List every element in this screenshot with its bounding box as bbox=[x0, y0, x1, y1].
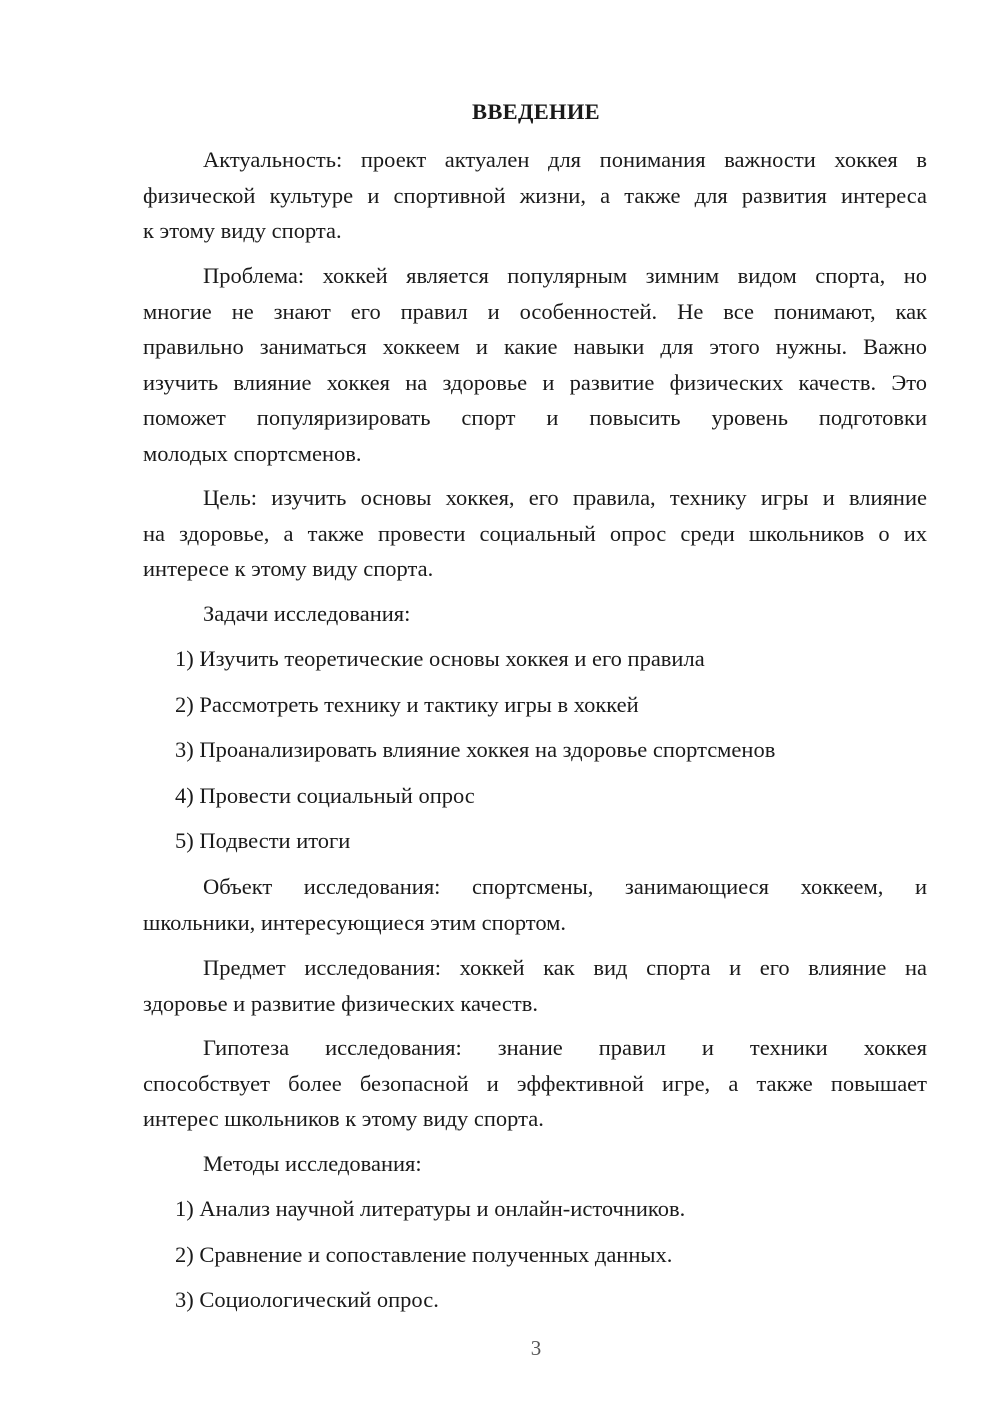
paragraph-line: школьники, интересующиеся этим спортом. bbox=[143, 909, 567, 935]
task-item: 5) Подвести итоги bbox=[175, 828, 351, 853]
paragraph-line: Проблема: хоккей является популярным зимним видом спорта, но bbox=[203, 263, 927, 288]
object-paragraph bbox=[143, 869, 927, 940]
task-item: 1) Изучить теоретические основы хоккея и его правила bbox=[175, 646, 705, 671]
paragraph-line: интересе к этому виду спорта. bbox=[143, 556, 434, 581]
paragraph-line: Цель: изучить основы хоккея, его правила, технику игры и влияние bbox=[203, 485, 927, 510]
paragraph-line: здоровье и развитие физических качеств. bbox=[143, 990, 538, 1016]
task-item: 3) Проанализировать влияние хоккея на здоровье спортсменов bbox=[175, 737, 776, 762]
paragraph-line: способствует более безопасной и эффективной игре, а также повышает bbox=[143, 1070, 927, 1096]
paragraph-line: правильно заниматься хоккеем и какие навыки для этого нужны. Важно bbox=[143, 334, 927, 359]
method-item: 3) Социологический опрос. bbox=[175, 1287, 439, 1312]
paragraph-line: поможет популяризировать спорт и повысить уровень подготовки bbox=[143, 405, 927, 430]
tasks-heading: Задачи исследования: bbox=[203, 601, 411, 626]
problem-paragraph bbox=[143, 258, 927, 471]
page-number: 3 bbox=[530, 1336, 542, 1360]
paragraph-line: Гипотеза исследования: знание правил и техники хоккея bbox=[203, 1035, 927, 1060]
method-item: 1) Анализ научной литературы и онлайн-источников. bbox=[175, 1196, 686, 1221]
methods-heading: Методы исследования: bbox=[203, 1151, 422, 1176]
paragraph-line: Объект исследования: спортсмены, занимающиеся хоккеем, и bbox=[203, 874, 927, 899]
paragraph-line: молодых спортсменов. bbox=[143, 440, 362, 466]
paragraph-line: интерес школьников к этому виду спорта. bbox=[143, 1106, 544, 1131]
task-item: 2) Рассмотреть технику и тактику игры в хоккей bbox=[175, 692, 639, 717]
task-item: 4) Провести социальный опрос bbox=[175, 783, 475, 808]
goal-paragraph bbox=[143, 480, 927, 587]
paragraph-line: на здоровье, а также провести социальный опрос среди школьников о их bbox=[143, 520, 927, 546]
paragraph-line: к этому виду спорта. bbox=[143, 218, 342, 243]
subject-paragraph bbox=[143, 950, 927, 1021]
paragraph-line: изучить влияние хоккея на здоровье и развитие физических качеств. Это bbox=[143, 369, 927, 395]
relevance-paragraph bbox=[143, 142, 927, 249]
page-title: ВВЕДЕНИЕ bbox=[472, 99, 600, 124]
hypothesis-paragraph bbox=[143, 1030, 927, 1137]
paragraph-line: физической культуре и спортивной жизни, а также для развития интереса bbox=[143, 182, 927, 208]
method-item: 2) Сравнение и сопоставление полученных данных. bbox=[175, 1242, 673, 1267]
paragraph-line: Предмет исследования: хоккей как вид спорта и его влияние на bbox=[203, 955, 927, 980]
paragraph-line: многие не знают его правил и особенностей. Не все понимают, как bbox=[143, 298, 927, 324]
paragraph-line: Актуальность: проект актуален для понимания важности хоккея в bbox=[203, 147, 927, 172]
